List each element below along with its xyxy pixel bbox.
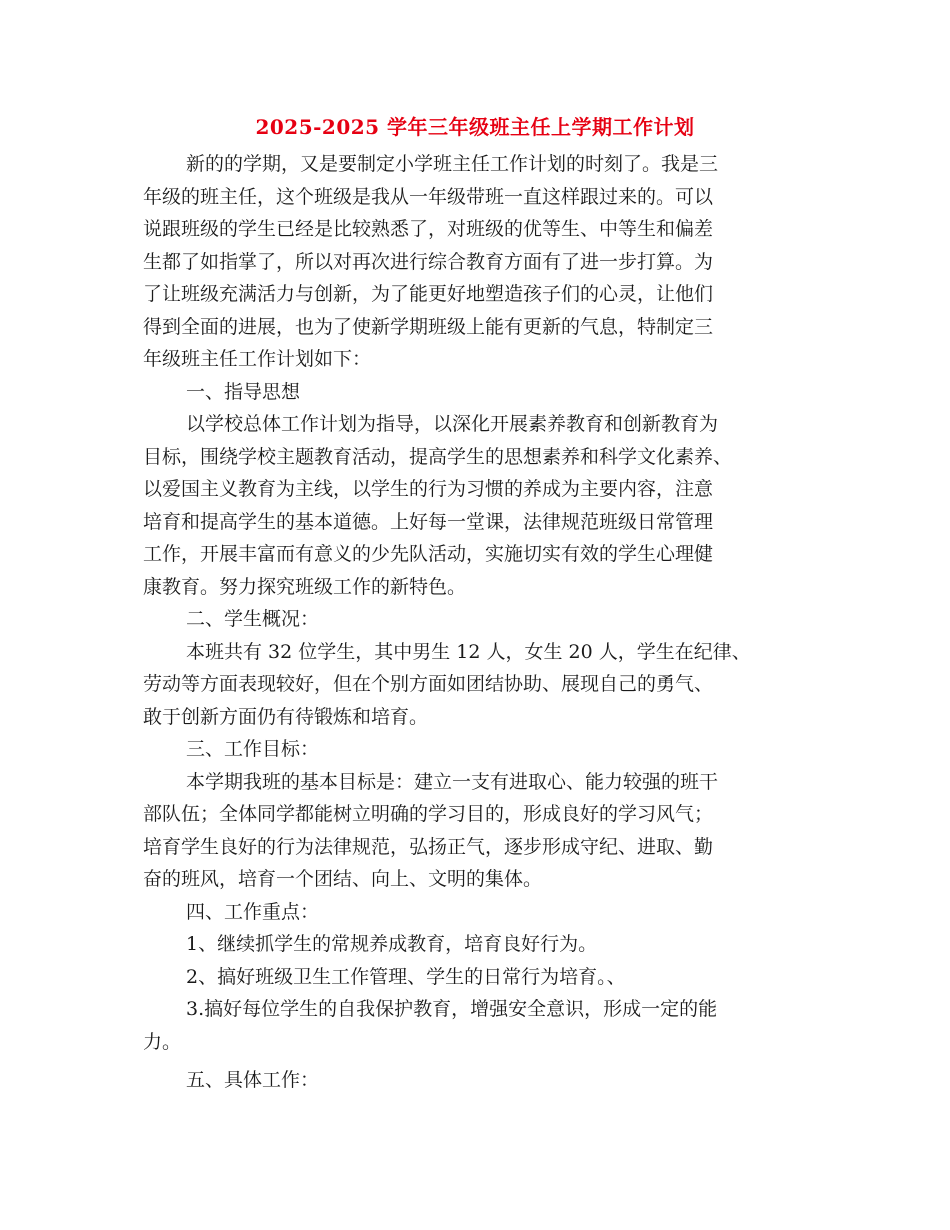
paragraph-line: 康教育。努力探究班级工作的新特色。 <box>143 575 467 598</box>
paragraph-line: 五、具体工作： <box>186 1069 320 1091</box>
paragraph-line: 年级的班主任，这个班级是我从一年级带班一直这样跟过来的。可以 <box>143 185 714 208</box>
paragraph-line: 本班共有 32 位学生，其中男生 12 人，女生 20 人，学生在纪律、 <box>186 640 751 663</box>
paragraph-line: 3.搞好每位学生的自我保护教育，增强安全意识，形成一定的能 <box>186 998 718 1020</box>
paragraph-line: 1、继续抓学生的常规养成教育，培育良好行为。 <box>186 933 598 955</box>
paragraph-line: 工作，开展丰富而有意义的少先队活动，实施切实有效的学生心理健 <box>143 543 714 565</box>
paragraph-line: 奋的班风，培育一个团结、向上、文明的集体。 <box>143 868 543 890</box>
paragraph-line: 敢于创新方面仍有待锻炼和培育。 <box>143 705 429 728</box>
paragraph-line: 新的的学期，又是要制定小学班主任工作计划的时刻了。我是三 <box>186 153 719 175</box>
paragraph-line: 生都了如指掌了，所以对再次进行综合教育方面有了进一步打算。为 <box>143 250 714 273</box>
paragraph-line: 了让班级充满活力与创新，为了能更好地塑造孩子们的心灵，让他们 <box>143 283 714 305</box>
paragraph-line: 2、搞好班级卫生工作管理、学生的日常行为培育。、 <box>186 965 626 988</box>
paragraph-line: 年级班主任工作计划如下： <box>143 348 372 370</box>
paragraph-line: 部队伍；全体同学都能树立明确的学习目的，形成良好的学习风气； <box>143 803 714 825</box>
paragraph-line: 一、指导思想 <box>186 380 301 403</box>
document-body <box>143 148 807 1097</box>
paragraph-line: 劳动等方面表现较好，但在个别方面如团结协助、展现自己的勇气、 <box>143 673 714 695</box>
paragraph-line: 得到全面的进展，也为了使新学期班级上能有更新的气息，特制定三 <box>143 315 714 338</box>
paragraph-line: 以爱国主义教育为主线，以学生的行为习惯的养成为主要内容，注意 <box>143 478 714 500</box>
paragraph-line: 三、工作目标： <box>186 738 320 760</box>
paragraph-line: 本学期我班的基本目标是：建立一支有进取心、能力较强的班干 <box>186 770 719 793</box>
paragraph-line: 培育学生良好的行为法律规范，弘扬正气，逐步形成守纪、进取、勤 <box>143 835 714 858</box>
paragraph-line: 四、工作重点： <box>186 900 320 923</box>
document-title: 2025-2025 学年三年级班主任上学期工作计划 <box>255 115 695 139</box>
paragraph-line: 力。 <box>143 1030 182 1053</box>
paragraph-line: 说跟班级的学生已经是比较熟悉了，对班级的优等生、中等生和偏差 <box>143 218 714 240</box>
paragraph-line: 以学校总体工作计划为指导，以深化开展素养教育和创新教育为 <box>186 413 719 435</box>
paragraph-line: 培育和提高学生的基本道德。上好每一堂课，法律规范班级日常管理 <box>143 510 714 533</box>
paragraph-line: 二、学生概况： <box>186 608 320 630</box>
paragraph-line: 目标，围绕学校主题教育活动，提高学生的思想素养和科学文化素养、 <box>143 445 733 468</box>
